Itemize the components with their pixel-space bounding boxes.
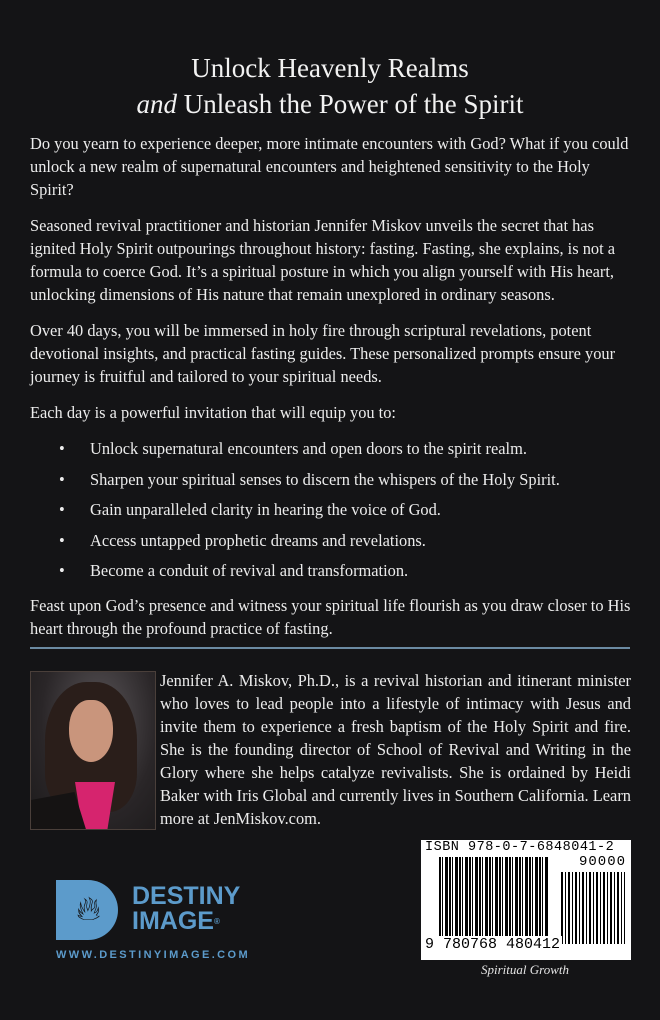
list-item-text: Gain unparalleled clarity in hearing the voice of God. xyxy=(90,500,441,519)
list-item xyxy=(30,468,632,491)
cover-headline xyxy=(0,50,660,122)
list-item-text: Unlock supernatural encounters and open doors to the spirit realm. xyxy=(90,439,527,458)
category-label: Spiritual Growth xyxy=(481,962,570,977)
isbn-text: ISBN 978-0-7-6848041-2 xyxy=(425,840,615,855)
bullet-icon: • xyxy=(59,500,65,519)
headline-line-2 xyxy=(0,86,660,122)
list-item xyxy=(30,437,632,460)
list-item xyxy=(30,559,632,582)
benefits-list xyxy=(30,437,632,582)
author-photo-face xyxy=(69,700,113,762)
description xyxy=(30,132,632,653)
publisher-name-line-1: DESTINY xyxy=(132,882,241,910)
author-photo xyxy=(30,671,156,830)
list-item xyxy=(30,498,632,521)
isbn-barcode xyxy=(421,840,631,960)
list-item-text: Become a conduit of revival and transformation. xyxy=(90,561,409,580)
price-code: 90000 xyxy=(578,854,626,870)
publisher-name-line-2: IMAGE xyxy=(132,907,214,935)
bullet-icon: • xyxy=(59,561,65,580)
paragraph-intro: Do you yearn to experience deeper, more intimate encounters with God? What if you could unlock a new realm of supernatural encounters and heightened sensitivity to the Holy Spirit? xyxy=(30,134,629,199)
ean-number: 9 780768 480412 xyxy=(425,936,561,953)
destiny-d-flame-icon xyxy=(56,880,118,940)
publisher-name xyxy=(132,884,240,934)
bullet-icon: • xyxy=(59,439,65,458)
list-item xyxy=(30,529,632,552)
list-item-text: Access untapped prophetic dreams and revelations. xyxy=(90,530,426,550)
headline-line-1: Unlock Heavenly Realms xyxy=(191,53,469,83)
paragraph-author-secret: Seasoned revival practitioner and historian Jennifer Miskov unveils the secret that has ignited Holy Spirit outpourings throughout history: fasting. Fasting, she explains, is not a formula to coerce God. It’s a spiritual posture in which you align yourself with His heart, unlocking dimensions of His nature that remain unexplored in ordinary seasons. xyxy=(30,216,616,304)
bullet-icon: • xyxy=(59,530,65,550)
paragraph-closing: Feast upon God’s presence and witness your spiritual life flourish as you draw closer to His heart through the profound practice of fasting. xyxy=(30,596,631,638)
headline-italic: and xyxy=(136,89,178,119)
paragraph-40-days: Over 40 days, you will be immersed in holy fire through scriptural revelations, potent devotional insights, and practical fasting guides. These personalized prompts ensure your journey is fruitful and tailored to your spiritual needs. xyxy=(30,321,616,386)
section-divider xyxy=(30,647,630,649)
headline-rest: Unleash the Power of the Spirit xyxy=(177,89,524,119)
author-bio: Jennifer A. Miskov, Ph.D., is a revival historian and itinerant minister who loves to lead people into a lifestyle of intimacy with Jesus and invite them to experience a fresh baptism of the Holy Spirit and fire. She is the founding director of School of Revival and Writing in the Glory where she helps catalyze revivalists. She is ordained by Heidi Baker with Iris Global and currently lives in Southern California. Learn more at JenMiskov.com. xyxy=(160,671,631,828)
flame-icon: 🔥︎ xyxy=(76,891,101,928)
registered-mark: ® xyxy=(213,917,220,926)
price-barcode-bars xyxy=(561,872,625,944)
bullet-icon: • xyxy=(59,469,65,489)
paragraph-invitation: Each day is a powerful invitation that will equip you to: xyxy=(30,403,396,422)
list-item-text: Sharpen your spiritual senses to discern the whispers of the Holy Spirit. xyxy=(90,469,560,489)
barcode-bars xyxy=(439,857,549,943)
publisher-url: WWW.DESTINYIMAGE.COM xyxy=(56,949,251,961)
